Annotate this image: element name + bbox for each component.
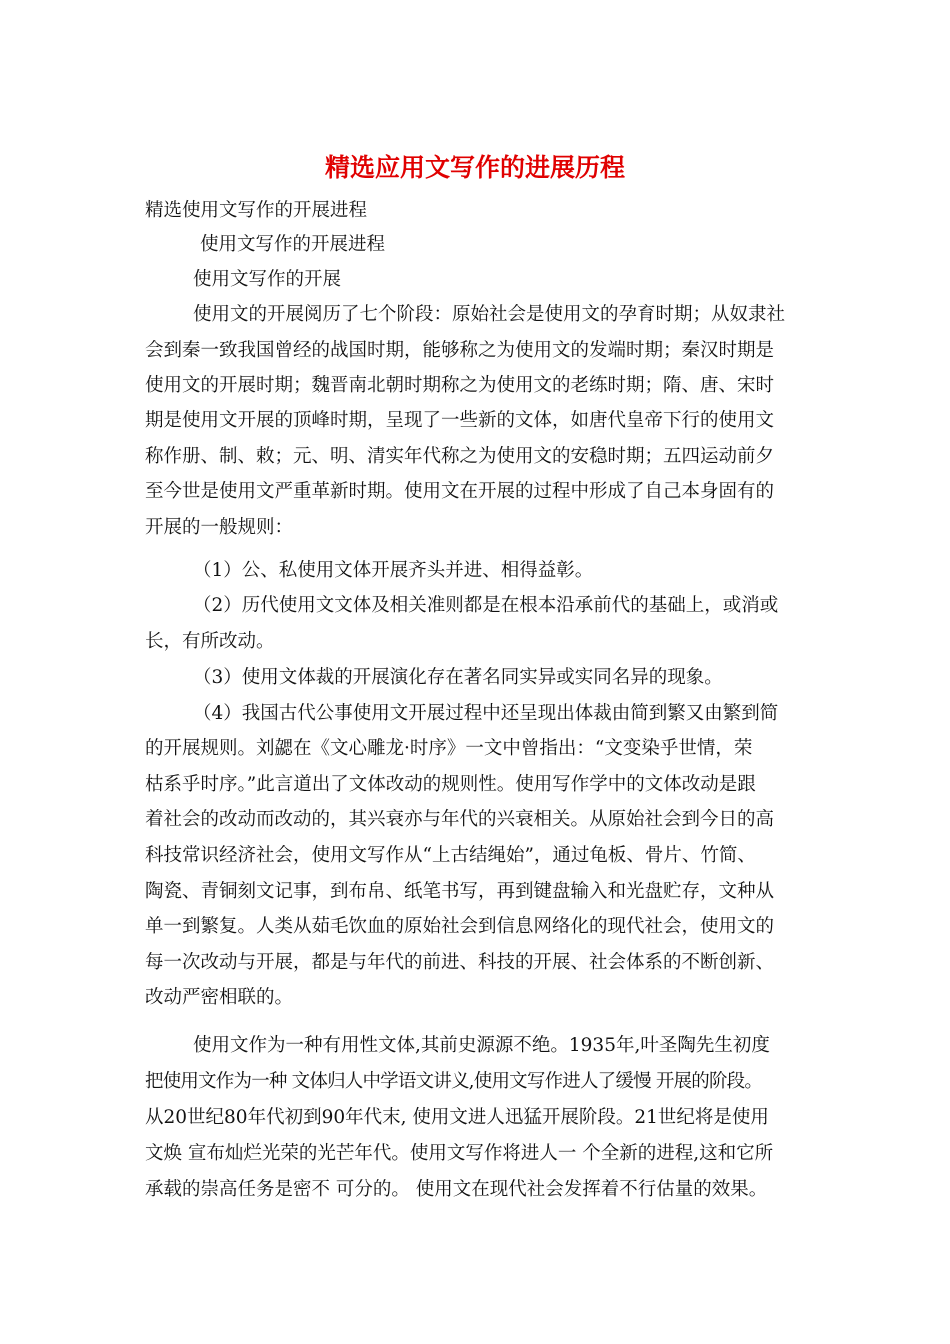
subsection-heading: 使用文写作的开展	[193, 269, 342, 290]
paragraph-line: 会到秦一致我国曾经的战国时期，能够称之为使用文的发端时期；秦汉时期是	[145, 340, 775, 361]
paragraph-line: 使用文的开展时期；魏晋南北朝时期称之为使用文的老练时期；隋、唐、宋时	[145, 375, 775, 396]
paragraph-line: 使用文的开展阅历了七个阶段：原始社会是使用文的孕育时期；从奴隶社	[193, 304, 786, 325]
list-item-line: 长，有所改动。	[145, 631, 275, 652]
list-item-line: 着社会的改动而改动的，其兴衰亦与年代的兴衰相关。从原始社会到今日的高	[145, 809, 775, 830]
list-item-line: 的开展规则。刘勰在《文心雕龙·时序》一文中曾指出：“文变染乎世情，荣	[145, 738, 753, 759]
list-item-line: 改动严密相联的。	[145, 987, 294, 1008]
list-item-line: （3）使用文体裁的开展演化存在著名同实异或实同名异的现象。	[193, 667, 723, 688]
paragraph-line: 从20世纪80年代初到90年代末, 使用文进人迅猛开展阶段。21世纪将是使用	[145, 1107, 769, 1128]
paragraph-line: 文焕 宣布灿烂光荣的光芒年代。使用文写作将进人一 个全新的进程,这和它所	[145, 1143, 774, 1164]
list-item-line: 科技常识经济社会，使用文写作从“上古结绳始”，通过龟板、骨片、竹简、	[145, 845, 756, 866]
paragraph-line: 使用文作为一种有用性文体,其前史源源不绝。1935年,叶圣陶先生初度	[193, 1035, 770, 1056]
paragraph-line: 至今世是使用文严重革新时期。使用文在开展的过程中形成了自己本身固有的	[145, 481, 775, 502]
list-item-line: 单一到繁复。人类从茹毛饮血的原始社会到信息网络化的现代社会，使用文的	[145, 916, 775, 937]
paragraph-line: 承载的崇高任务是密不 可分的。 使用文在现代社会发挥着不行估量的效果。	[145, 1179, 768, 1200]
paragraph-line: 称作册、制、敕；元、明、清实年代称之为使用文的安稳时期；五四运动前夕	[145, 446, 775, 467]
list-item-line: 每一次改动与开展，都是与年代的前进、科技的开展、社会体系的不断创新、	[145, 952, 775, 973]
list-item-line: 枯系乎时序。”此言道出了文体改动的规则性。使用写作学中的文体改动是跟	[145, 774, 756, 795]
list-item-line: （4）我国古代公事使用文开展过程中还呈现出体裁由简到繁又由繁到简	[193, 703, 779, 724]
list-item-line: （1）公、私使用文体开展齐头并进、相得益彰。	[193, 560, 594, 581]
subtitle-line: 精选使用文写作的开展进程	[145, 200, 368, 221]
paragraph-line: 开展的一般规则：	[145, 517, 294, 538]
document-title: 精选应用文写作的进展历程	[324, 153, 625, 182]
paragraph-line: 期是使用文开展的顶峰时期，呈现了一些新的文体，如唐代皇帝下行的使用文	[145, 410, 775, 431]
paragraph-line: 把使用文作为一种 文体归人中学语文讲义,使用文写作进人了缓慢 开展的阶段。	[145, 1071, 763, 1092]
list-item-line: 陶瓷、青铜刻文记事，到布帛、纸笔书写，再到键盘输入和光盘贮存，文种从	[145, 881, 775, 902]
section-heading: 使用文写作的开展进程	[200, 234, 386, 255]
list-item-line: （2）历代使用文文体及相关准则都是在根本沿承前代的基础上，或消或	[193, 595, 779, 616]
